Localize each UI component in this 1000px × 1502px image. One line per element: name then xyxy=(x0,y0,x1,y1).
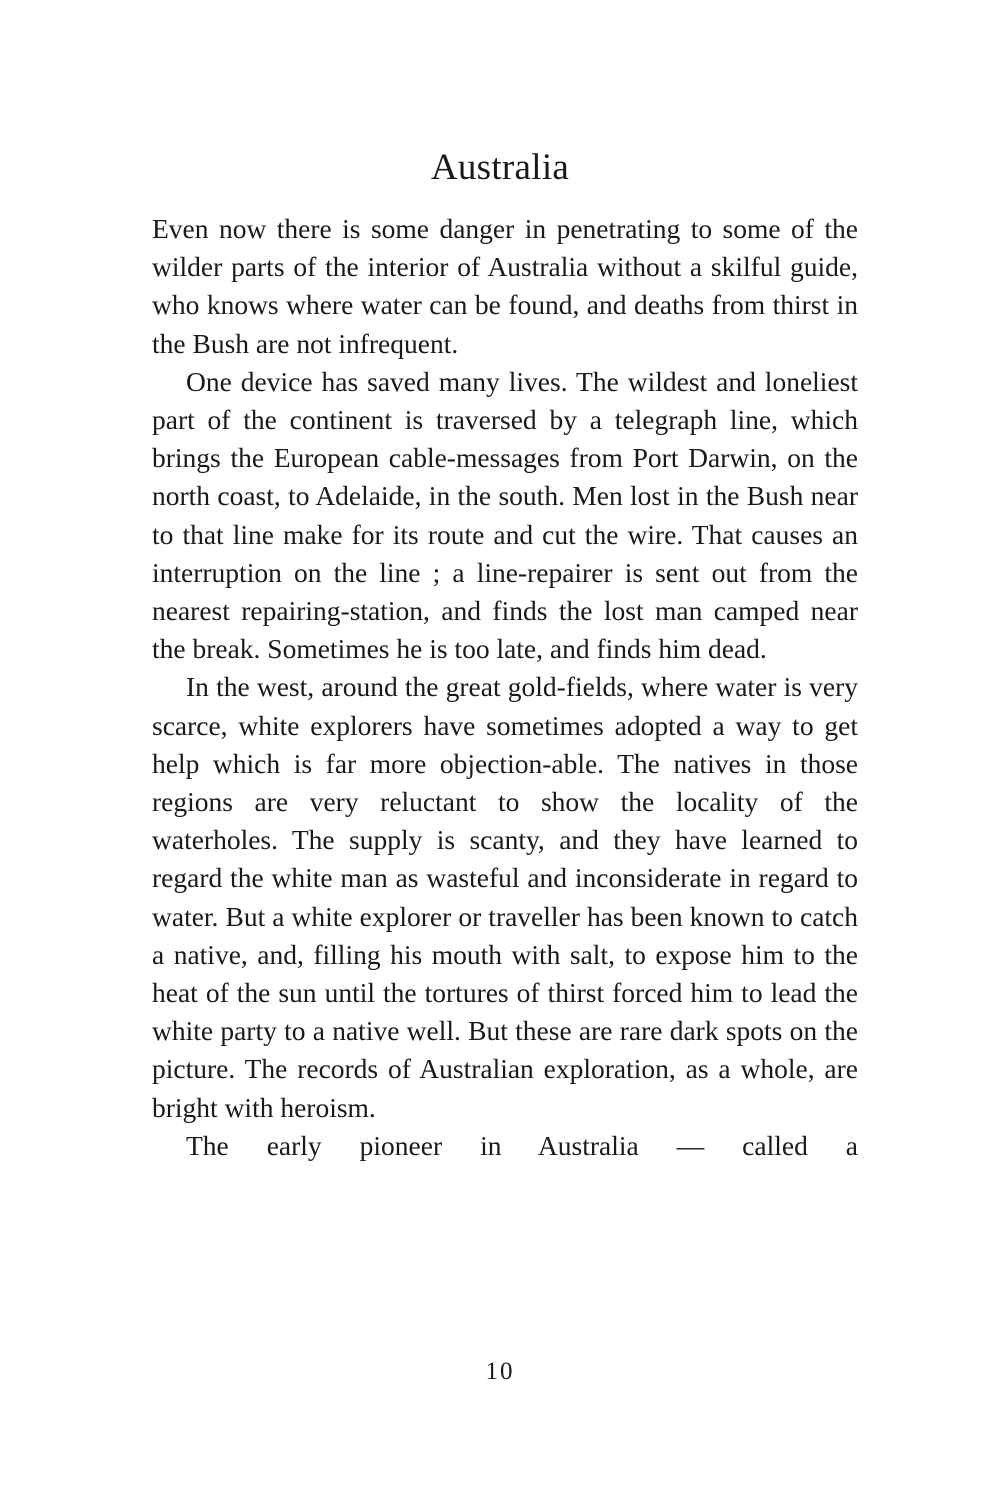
paragraph: In the west, around the great gold-fields, where water is very scarce, white explorers have sometimes adopted a way to get help which is far more objection-able. The natives in those regions are very reluctant to show the locality of the waterholes. The supply is scanty, and they have learned to regard the white man as wasteful and inconsiderate in regard to water. But a white explorer or traveller has been known to catch a native, and, filling his mouth with salt, to expose him to the heat of the sun until the tortures of thirst forced him to lead the white party to a native well. But these are rare dark spots on the picture. The records of Australian exploration, as a whole, are bright with heroism. xyxy=(152,671,858,1123)
page-number: 10 xyxy=(485,1358,515,1385)
body-text xyxy=(152,210,858,1165)
paragraph: Even now there is some danger in penetrating to some of the wilder parts of the interior of Australia without a skilful guide, who knows where water can be found, and deaths from thirst in the Bush are not infrequent. xyxy=(152,213,858,359)
paragraph: The early pioneer in Australia — called a xyxy=(186,1129,858,1161)
paragraph: One device has saved many lives. The wildest and loneliest part of the continent is traversed by a telegraph line, which brings the European cable-messages from Port Darwin, on the north coast, to Adelaide, in the south. Men lost in the Bush near to that line make for its route and cut the wire. That causes an interruption on the line ; a line-repairer is sent out from the nearest repairing-station, and finds the lost man camped near the break. Sometimes he is too late, and finds him dead. xyxy=(152,365,858,665)
running-head: Australia xyxy=(430,147,570,188)
